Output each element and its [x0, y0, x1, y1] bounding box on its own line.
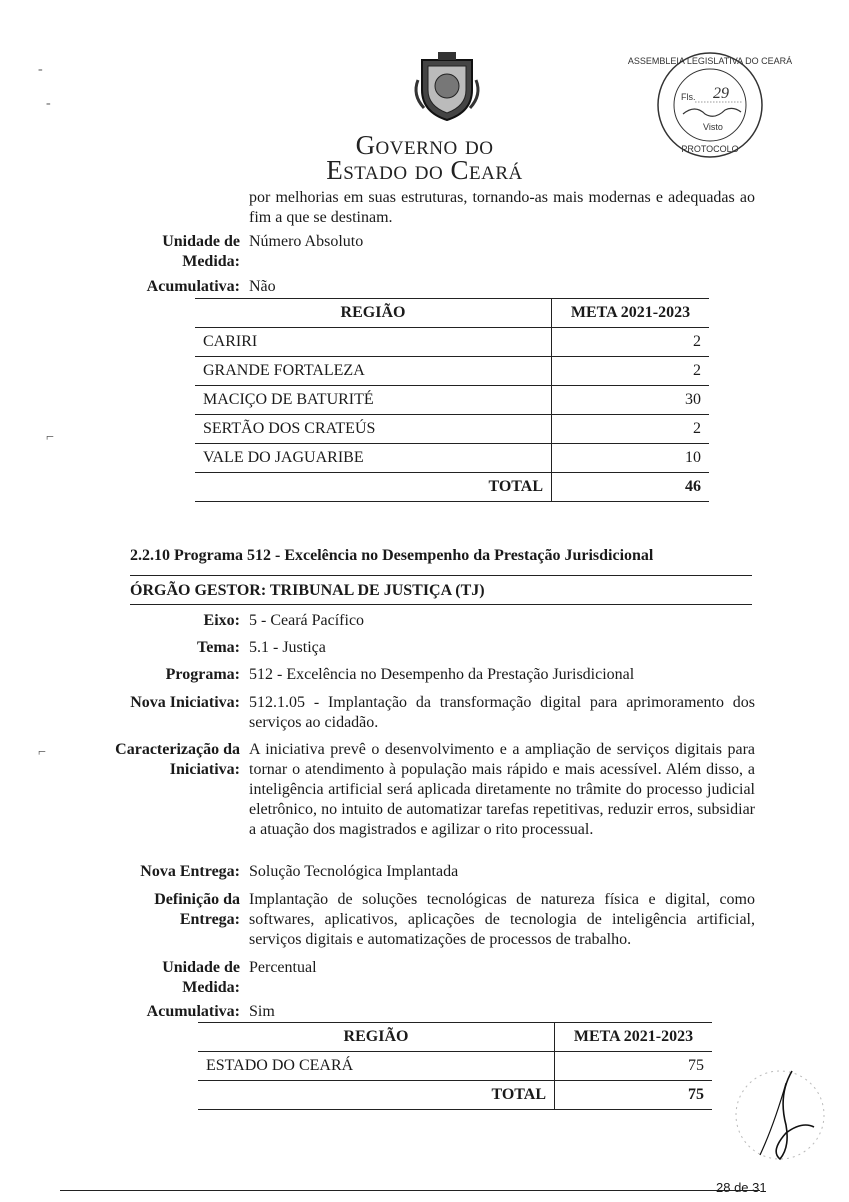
- nova-entrega-value: Solução Tecnológica Implantada: [249, 863, 459, 880]
- total-label: TOTAL: [198, 1081, 555, 1110]
- cell-meta: 10: [552, 444, 710, 473]
- programa-value: 512 - Excelência no Desempenho da Prestação Jurisdicional: [249, 666, 635, 683]
- unidade-label: Unidade de Medida:: [162, 233, 240, 270]
- margin-mark: -: [38, 62, 43, 77]
- margin-mark: -: [46, 96, 51, 111]
- cell-regiao: MACIÇO DE BATURITÉ: [195, 386, 552, 415]
- header-estado: Estado do Ceará: [326, 155, 523, 185]
- table-header-row: [198, 1023, 712, 1052]
- col-header-regiao: REGIÃO: [195, 299, 552, 328]
- cell-meta: 75: [555, 1052, 713, 1081]
- acumulativa2-label: Acumulativa:: [146, 1003, 240, 1020]
- table-row: [195, 328, 709, 357]
- caracterizacao-value: A iniciativa prevê o desenvolvimento e a ampliação de serviços digitais para tornar o atendimento à população mais rápido e mais acessível. Além disso, a inteligência artificial será aplicada diretamente no trâmite do processo judicial eletrônico, no intuito de automatizar tarefas repetitivas, reduzir erros, subsidiar a atuação dos magistrados e agilizar o rito processual.: [249, 741, 755, 838]
- acumulativa-value: Não: [249, 278, 276, 295]
- table-row: [195, 386, 709, 415]
- nova-entrega-label: Nova Entrega:: [140, 863, 240, 880]
- total-value: 46: [552, 473, 710, 502]
- cell-meta: 30: [552, 386, 710, 415]
- total-value: 75: [555, 1081, 713, 1110]
- definicao-value: Implantação de soluções tecnológicas de natureza física e digital, como softwares, aplicativos, aplicações de tecnologia de inteligência artificial, serviços digitais e automatizações de processos de trabalho.: [249, 891, 755, 948]
- acumulativa-label: Acumulativa:: [146, 278, 240, 295]
- unidade2-value: Percentual: [249, 959, 317, 976]
- intro-paragraph: por melhorias em suas estruturas, tornando-as mais modernas e adequadas ao fim a que se destinam.: [249, 189, 755, 226]
- divider: [130, 575, 752, 576]
- acumulativa2-value: Sim: [249, 1003, 275, 1020]
- stamp-fls-label: Fls.: [681, 92, 696, 102]
- eixo-label: Eixo:: [203, 612, 240, 629]
- orgao-gestor: ÓRGÃO GESTOR: TRIBUNAL DE JUSTIÇA (TJ): [130, 582, 485, 599]
- cell-regiao: CARIRI: [195, 328, 552, 357]
- protocol-stamp: [627, 50, 793, 160]
- cell-meta: 2: [552, 328, 710, 357]
- stamp-fls-number: 29: [713, 85, 729, 102]
- coat-of-arms-emblem: [410, 50, 484, 124]
- stamp-ring-bottom: PROTOCOLO: [681, 144, 739, 154]
- col-header-meta: META 2021-2023: [555, 1023, 713, 1052]
- table-header-row: [195, 299, 709, 328]
- tema-value: 5.1 - Justiça: [249, 639, 326, 656]
- table-total-row: [198, 1081, 712, 1110]
- eixo-value: 5 - Ceará Pacífico: [249, 612, 365, 629]
- unidade-value: Número Absoluto: [249, 233, 364, 250]
- col-header-meta: META 2021-2023: [552, 299, 710, 328]
- meta-table-2: [198, 1022, 712, 1110]
- nova-iniciativa-label: Nova Iniciativa:: [130, 694, 240, 711]
- cell-regiao: GRANDE FORTALEZA: [195, 357, 552, 386]
- stamp-visto-label: Visto: [703, 122, 723, 132]
- nova-iniciativa-value: 512.1.05 - Implantação da transformação digital para aprimoramento dos serviços ao cidadão.: [249, 694, 755, 731]
- cell-regiao: SERTÃO DOS CRATEÚS: [195, 415, 552, 444]
- table-row: [195, 357, 709, 386]
- stamp-ring-top: ASSEMBLEIA LEGISLATIVA DO CEARÁ: [627, 56, 793, 66]
- margin-mark: ⌐: [38, 745, 46, 760]
- tema-label: Tema:: [197, 639, 240, 656]
- signature-mark: [730, 1055, 830, 1175]
- meta-table-1: [195, 298, 709, 502]
- footer-divider: [60, 1190, 760, 1191]
- programa-label: Programa:: [165, 666, 240, 683]
- divider: [130, 604, 752, 605]
- caracterizacao-label: Caracterização da Iniciativa:: [115, 741, 240, 778]
- cell-regiao: VALE DO JAGUARIBE: [195, 444, 552, 473]
- table-row: [198, 1052, 712, 1081]
- cell-meta: 2: [552, 415, 710, 444]
- total-label: TOTAL: [195, 473, 552, 502]
- section-heading: 2.2.10 Programa 512 - Excelência no Desempenho da Prestação Jurisdicional: [130, 547, 654, 564]
- page-number: 28 de 31: [716, 1180, 767, 1195]
- table-row: [195, 444, 709, 473]
- definicao-label: Definição da Entrega:: [154, 891, 240, 928]
- unidade2-label: Unidade de Medida:: [162, 959, 240, 996]
- cell-regiao: ESTADO DO CEARÁ: [198, 1052, 555, 1081]
- table-row: [195, 415, 709, 444]
- col-header-regiao: REGIÃO: [198, 1023, 555, 1052]
- margin-mark: ⌐: [46, 430, 54, 445]
- cell-meta: 2: [552, 357, 710, 386]
- table-total-row: [195, 473, 709, 502]
- header-governo: Governo do: [355, 130, 494, 160]
